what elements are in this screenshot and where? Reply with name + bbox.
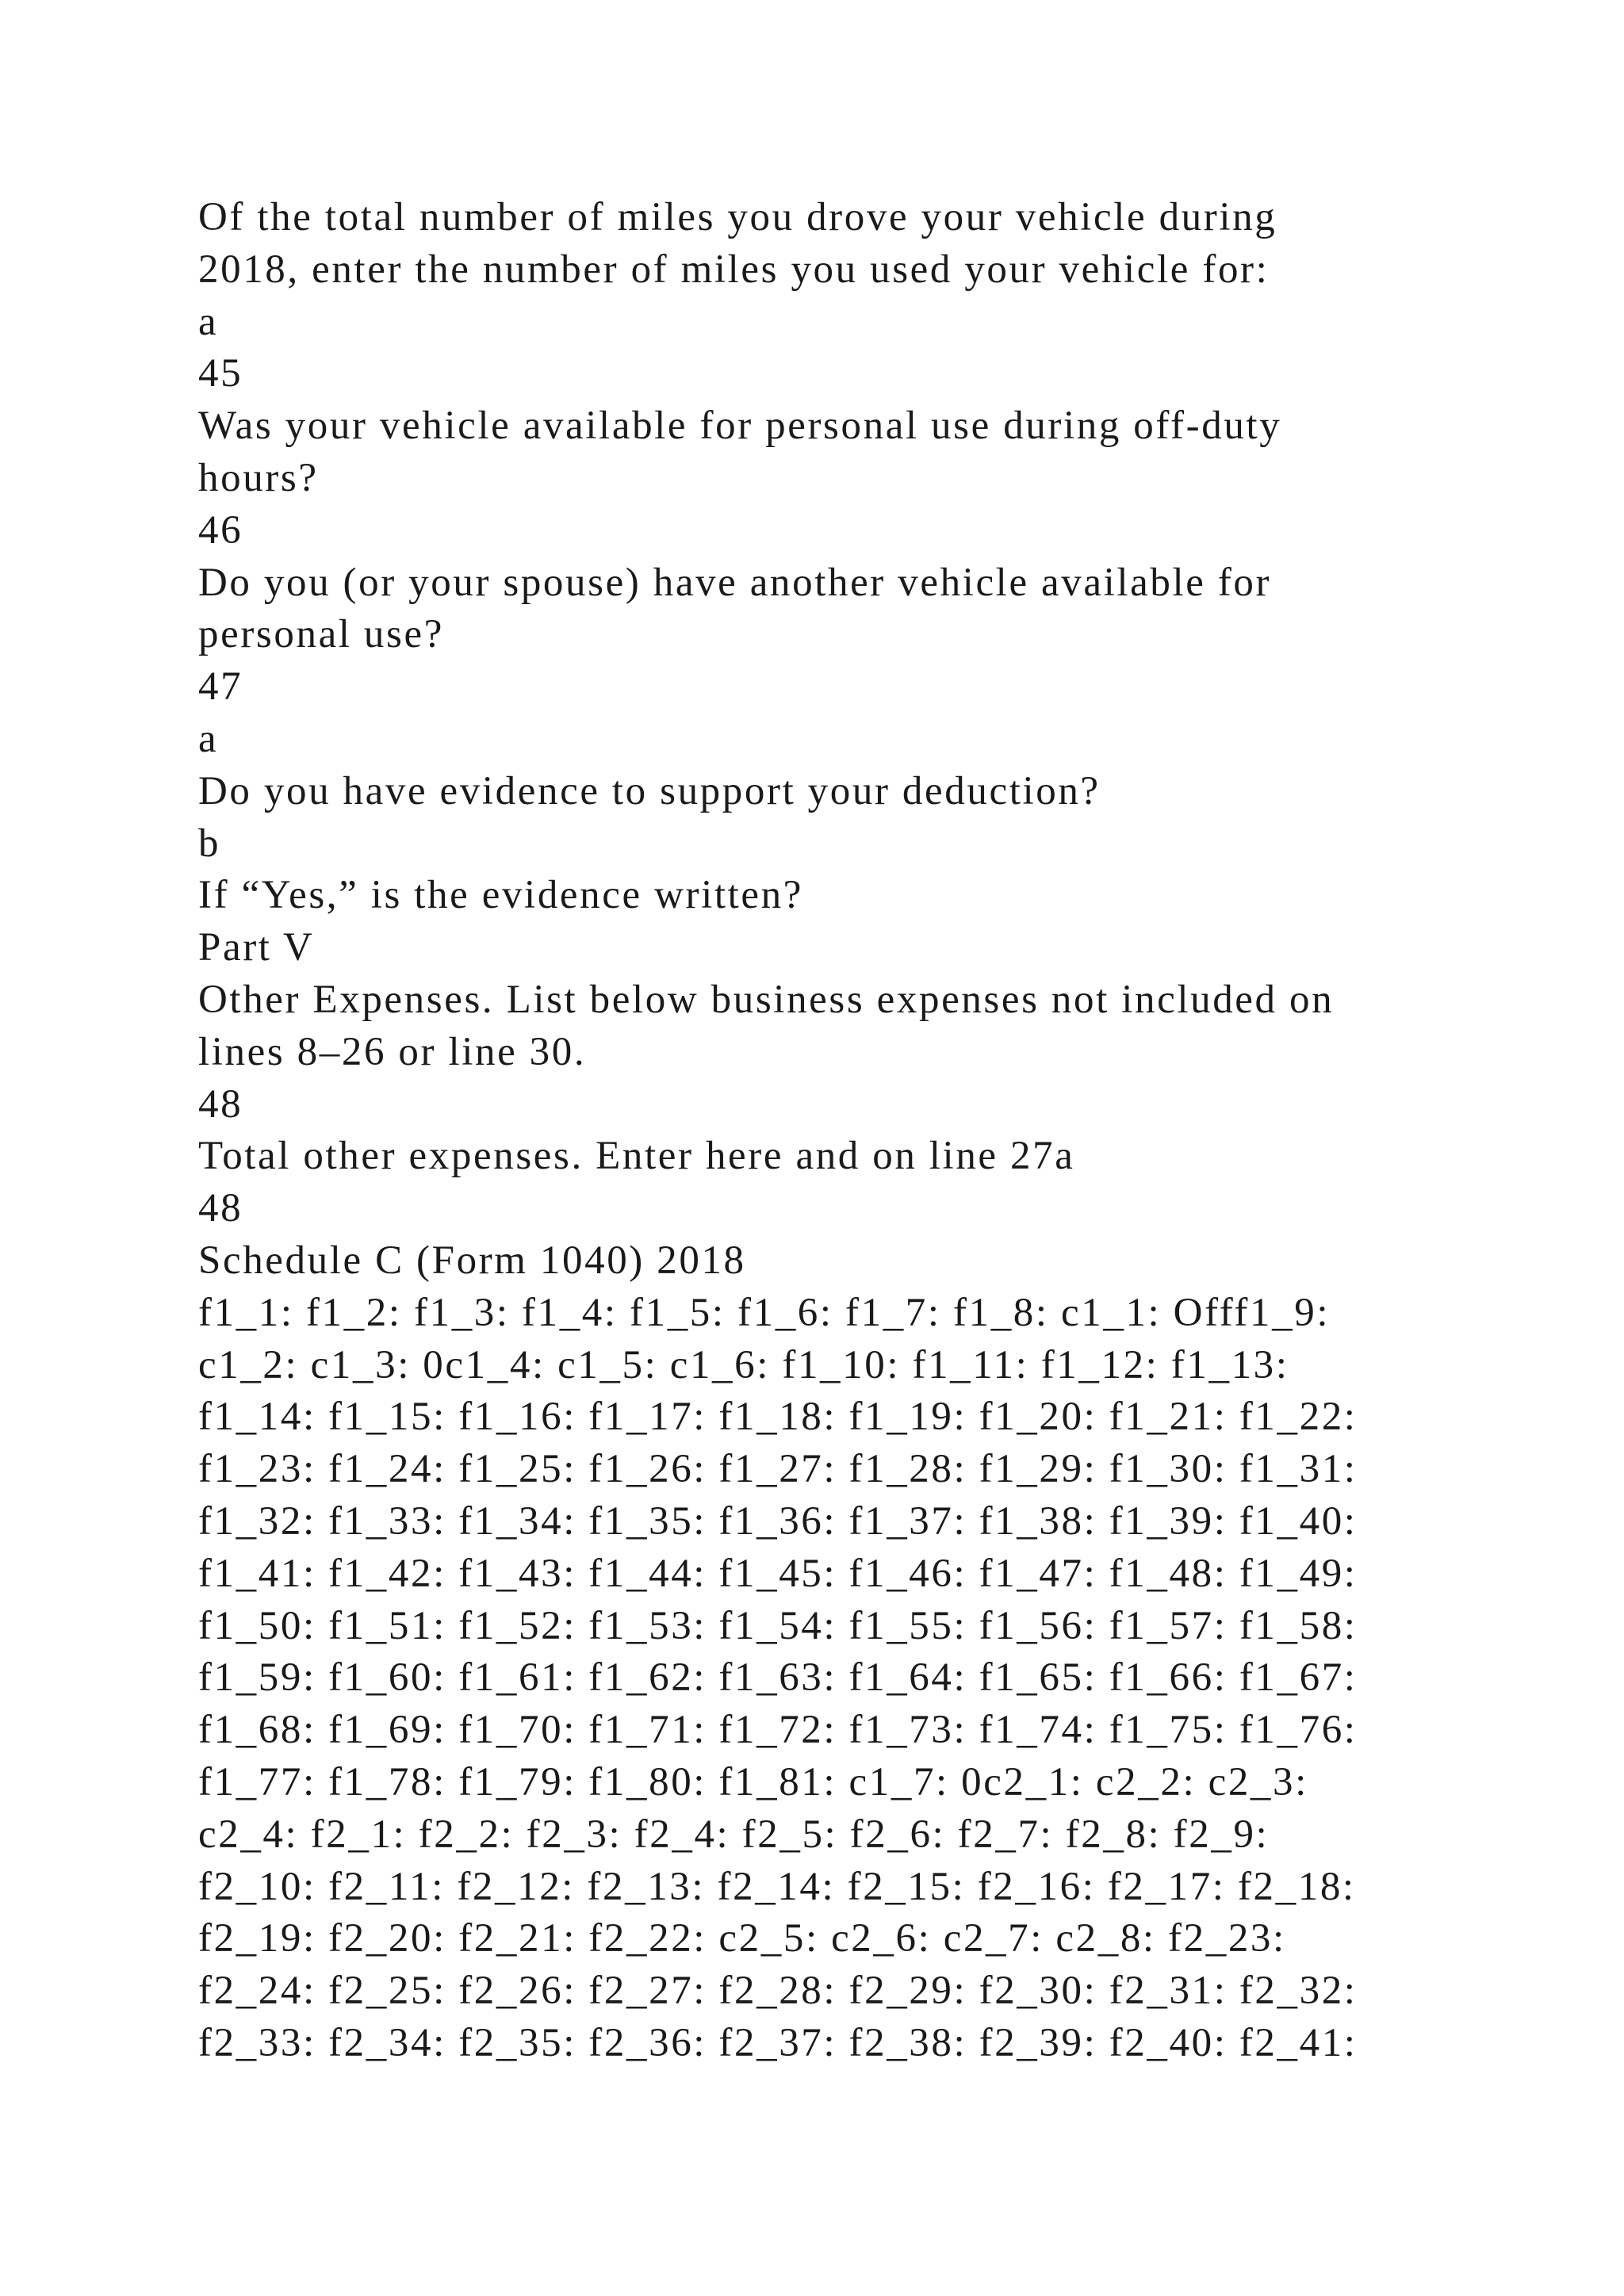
field-list-line: f1_59: f1_60: f1_61: f1_62: f1_63: f1_64: f1_65: f1_66: f1_67: bbox=[198, 1655, 1358, 1701]
field-list-line: f2_24: f2_25: f2_26: f2_27: f2_28: f2_29: f2_30: f2_31: f2_32: bbox=[198, 1969, 1358, 2014]
text-line: 48 bbox=[198, 1186, 243, 1231]
text-line: Of the total number of miles you drove your vehicle during bbox=[198, 195, 1277, 239]
text-line: 47 bbox=[198, 664, 243, 710]
field-list-line: f2_19: f2_20: f2_21: f2_22: c2_5: c2_6: c2_7: c2_8: f2_23: bbox=[198, 1916, 1286, 1961]
text-line: hours? bbox=[198, 455, 319, 500]
text-line: personal use? bbox=[198, 612, 444, 657]
document-body bbox=[198, 192, 1451, 2070]
field-list-line: c2_4: f2_1: f2_2: f2_3: f2_4: f2_5: f2_6: f2_7: f2_8: f2_9: bbox=[198, 1812, 1270, 1857]
field-list-line: f1_68: f1_69: f1_70: f1_71: f1_72: f1_73: f1_74: f1_75: f1_76: bbox=[198, 1708, 1358, 1753]
text-line: b bbox=[198, 821, 221, 866]
field-list-line: f1_41: f1_42: f1_43: f1_44: f1_45: f1_46: f1_47: f1_48: f1_49: bbox=[198, 1551, 1358, 1596]
text-line: 2018, enter the number of miles you used your vehicle for: bbox=[198, 247, 1270, 292]
text-line: a bbox=[198, 299, 219, 344]
field-list-line: c1_2: c1_3: 0c1_4: c1_5: c1_6: f1_10: f1_11: f1_12: f1_13: bbox=[198, 1342, 1289, 1387]
text-line: If “Yes,” is the evidence written? bbox=[198, 873, 803, 918]
field-list-line: f1_1: f1_2: f1_3: f1_4: f1_5: f1_6: f1_7: f1_8: c1_1: Offf1_9: bbox=[198, 1290, 1331, 1335]
text-line: Was your vehicle available for personal use during off-duty bbox=[198, 404, 1282, 449]
text-line: 45 bbox=[198, 351, 243, 396]
text-line: a bbox=[198, 716, 219, 761]
text-line: Other Expenses. List below business expenses not included on bbox=[198, 977, 1335, 1022]
field-list-line: f1_32: f1_33: f1_34: f1_35: f1_36: f1_37: f1_38: f1_39: f1_40: bbox=[198, 1498, 1358, 1544]
field-list-line: f1_77: f1_78: f1_79: f1_80: f1_81: c1_7: 0c2_1: c2_2: c2_3: bbox=[198, 1759, 1308, 1804]
field-list-line: f1_50: f1_51: f1_52: f1_53: f1_54: f1_55: f1_56: f1_57: f1_58: bbox=[198, 1603, 1358, 1648]
text-line: Do you have evidence to support your deduction? bbox=[198, 768, 1101, 813]
form-title: Schedule C (Form 1040) 2018 bbox=[198, 1238, 746, 1283]
text-line: 48 bbox=[198, 1081, 243, 1127]
text-line: Do you (or your spouse) have another vehicle available for bbox=[198, 560, 1272, 605]
field-list-line: f2_10: f2_11: f2_12: f2_13: f2_14: f2_15: f2_16: f2_17: f2_18: bbox=[198, 1864, 1356, 1909]
field-list-line: f2_33: f2_34: f2_35: f2_36: f2_37: f2_38: f2_39: f2_40: f2_41: bbox=[198, 2020, 1358, 2065]
section-heading: Part V bbox=[198, 925, 315, 970]
text-line: 46 bbox=[198, 507, 243, 553]
text-line: Total other expenses. Enter here and on line 27a bbox=[198, 1134, 1075, 1179]
field-list-line: f1_23: f1_24: f1_25: f1_26: f1_27: f1_28: f1_29: f1_30: f1_31: bbox=[198, 1447, 1358, 1492]
text-line: lines 8–26 or line 30. bbox=[198, 1029, 587, 1074]
field-list-line: f1_14: f1_15: f1_16: f1_17: f1_18: f1_19: f1_20: f1_21: f1_22: bbox=[198, 1395, 1358, 1440]
